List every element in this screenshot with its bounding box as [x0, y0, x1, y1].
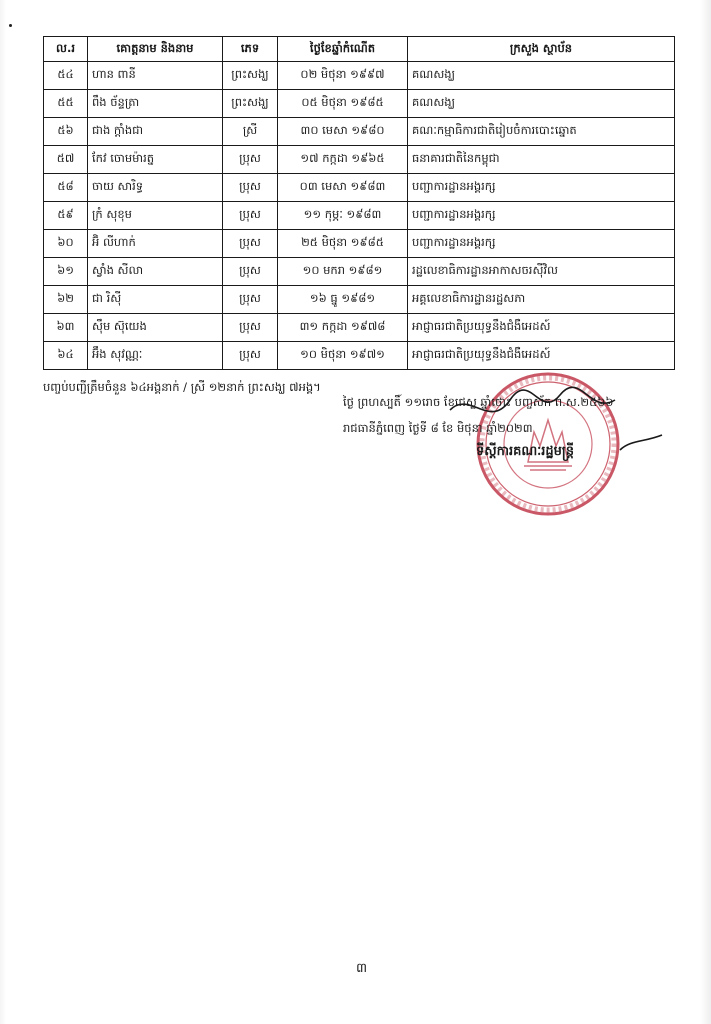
speck — [9, 24, 12, 27]
row-dob: ១៧ កក្កដា ១៩៦៥ — [278, 146, 408, 174]
row-sex: ព្រះសង្ឃ — [223, 62, 278, 90]
row-number: ៦៤ — [44, 342, 88, 370]
solar-date-line: រាជធានីភ្នំពេញ ថ្ងៃទី ៨ ខែ មិថុនា ឆ្នាំ២០២៣ — [343, 421, 533, 435]
row-org: អាជ្ញាធរជាតិប្រយុទ្ធនឹងជំងឺអេដស៍ — [408, 342, 675, 370]
row-dob: ០៥ មិថុនា ១៩៨៥ — [278, 90, 408, 118]
row-dob: ៣១ កក្កដា ១៩៧៨ — [278, 314, 408, 342]
header-org: ក្រសួង ស្ថាប័ន — [408, 37, 675, 62]
row-dob: ៣០ មេសា ១៩៨០ — [278, 118, 408, 146]
row-number: ៥៨ — [44, 174, 88, 202]
row-name: អ៊ឹង សុវណ្ណៈ — [88, 342, 223, 370]
issuing-office: ទីស្តីការគណៈរដ្ឋមន្ត្រី — [476, 444, 574, 459]
row-name: ស្វាំង សីលា — [88, 258, 223, 286]
header-dob: ថ្ងៃខែឆ្នាំកំណើត — [278, 37, 408, 62]
row-number: ៦០ — [44, 230, 88, 258]
row-org: បញ្ជាការដ្ឋានអង្គរក្ស — [408, 202, 675, 230]
page-number: ៣ — [356, 961, 368, 976]
row-name: ក្រំ សុខុម — [88, 202, 223, 230]
row-sex: ប្រុស — [223, 146, 278, 174]
table-row — [44, 90, 675, 118]
lunar-date-line: ថ្ងៃ ព្រហស្បតិ៍ ១១រោច ខែជេស្ឋ ឆ្នាំថោះ បញ្ចស័ក ព.ស.២៥៦៦ — [343, 395, 614, 409]
table-header-row — [44, 37, 675, 62]
row-dob: ១១ កុម្ភៈ ១៩៨៣ — [278, 202, 408, 230]
table-row — [44, 314, 675, 342]
row-sex: ប្រុស — [223, 258, 278, 286]
row-org: បញ្ជាការដ្ឋានអង្គរក្ស — [408, 230, 675, 258]
table-row — [44, 62, 675, 90]
row-number: ៥៤ — [44, 62, 88, 90]
table-row — [44, 342, 675, 370]
row-org: គណសង្ឃ — [408, 90, 675, 118]
row-number: ៦៣ — [44, 314, 88, 342]
table-row — [44, 230, 675, 258]
row-org: គណៈកម្មាធិការជាតិរៀបចំការបោះឆ្នោត — [408, 118, 675, 146]
row-name: ពឹង ច័ន្ទត្រា — [88, 90, 223, 118]
row-org: គណសង្ឃ — [408, 62, 675, 90]
row-number: ៥៩ — [44, 202, 88, 230]
row-sex: ប្រុស — [223, 202, 278, 230]
row-number: ៥៦ — [44, 118, 88, 146]
row-number: ៦២ — [44, 286, 88, 314]
row-dob: ១០ មករា ១៩៨១ — [278, 258, 408, 286]
row-org: ធនាគារជាតិនៃកម្ពុជា — [408, 146, 675, 174]
row-name: ហាន ពានី — [88, 62, 223, 90]
header-name: គោត្តនាម និងនាម — [88, 37, 223, 62]
row-sex: ស្រី — [223, 118, 278, 146]
row-org: អគ្គលេខាធិការដ្ឋានរដ្ឋសភា — [408, 286, 675, 314]
row-dob: ០៣ មេសា ១៩៨៣ — [278, 174, 408, 202]
table-row — [44, 146, 675, 174]
table-row — [44, 118, 675, 146]
row-dob: ០២ មិថុនា ១៩៩៧ — [278, 62, 408, 90]
row-name: អ៊ិ លីហាក់ — [88, 230, 223, 258]
table-row — [44, 174, 675, 202]
row-dob: ២៥ មិថុនា ១៩៨៥ — [278, 230, 408, 258]
row-sex: ប្រុស — [223, 314, 278, 342]
row-org: រដ្ឋលេខាធិការដ្ឋានអាកាសចរស៊ីវិល — [408, 258, 675, 286]
row-sex: ប្រុស — [223, 230, 278, 258]
row-name: ស៊ឹម ស៊ុយេង — [88, 314, 223, 342]
table-row — [44, 286, 675, 314]
table-row — [44, 258, 675, 286]
row-name: ជា រិស៊ី — [88, 286, 223, 314]
row-name: ជាង ក្ដាំងជា — [88, 118, 223, 146]
row-dob: ១៦ ធ្នូ ១៩៨១ — [278, 286, 408, 314]
row-name: ចាយ សារិទ្ធ — [88, 174, 223, 202]
table-row — [44, 202, 675, 230]
header-no: ល.រ — [44, 37, 88, 62]
row-sex: ប្រុស — [223, 342, 278, 370]
row-number: ៦១ — [44, 258, 88, 286]
roster-table — [43, 36, 675, 370]
row-org: អាជ្ញាធរជាតិប្រយុទ្ធនឹងជំងឺអេដស៍ — [408, 314, 675, 342]
row-sex: ប្រុស — [223, 286, 278, 314]
row-sex: ព្រះសង្ឃ — [223, 90, 278, 118]
row-number: ៥៥ — [44, 90, 88, 118]
row-name: កែវ ចោមម៉ារត្ន — [88, 146, 223, 174]
row-dob: ១០ មិថុនា ១៩៧១ — [278, 342, 408, 370]
row-sex: ប្រុស — [223, 174, 278, 202]
row-number: ៥៧ — [44, 146, 88, 174]
header-sex: ភេទ — [223, 37, 278, 62]
row-org: បញ្ជាការដ្ឋានអង្គរក្ស — [408, 174, 675, 202]
summary-text: បញ្ចប់បញ្ជីត្រឹមចំនួន ៦៤អង្គនាក់ / ស្រី ១២នាក់ ព្រះសង្ឃ ៧អង្គ។ — [43, 380, 321, 394]
